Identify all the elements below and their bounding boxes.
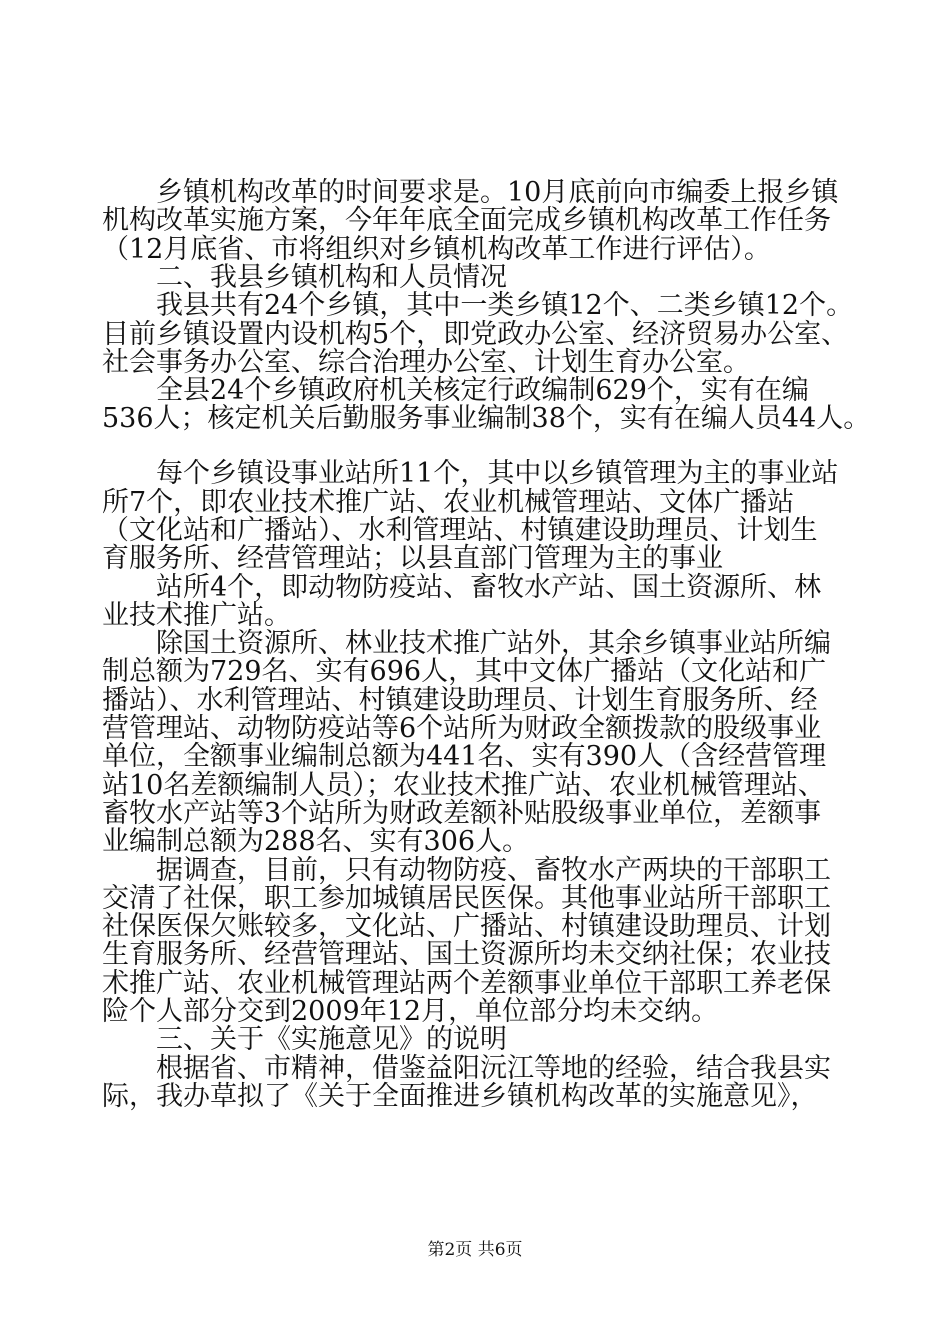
body-line: 制总额为729名、实有696人，其中文体广播站（文化站和广 — [102, 656, 827, 687]
body-line: 社会事务办公室、综合治理办公室、计划生育办公室。 — [102, 347, 750, 378]
body-line: 畜牧水产站等3个站所为财政差额补贴股级事业单位，差额事 — [102, 798, 822, 829]
body-line: 营管理站、动物防疫站等6个站所为财政全额拨款的股级事业 — [102, 713, 822, 744]
section-heading: 二、我县乡镇机构和人员情况 — [102, 262, 507, 293]
body-line: 际，我办草拟了《关于全面推进乡镇机构改革的实施意见》， — [102, 1081, 818, 1112]
body-line: 业技术推广站。 — [102, 600, 291, 631]
body-line: 育服务所、经营管理站；以县直部门管理为主的事业 — [102, 543, 723, 574]
body-line: （12月底省、市将组织对乡镇机构改革工作进行评估）。 — [102, 234, 771, 265]
body-line: 目前乡镇设置内设机构5个，即党政办公室、经济贸易办公室、 — [102, 319, 849, 350]
body-line: 每个乡镇设事业站所11个，其中以乡镇管理为主的事业站 — [102, 458, 839, 489]
body-line: 单位，全额事业编制总额为441名、实有390人（含经营管理 — [102, 741, 827, 772]
body-line: 生育服务所、经营管理站、国土资源所均未交纳社保；农业技 — [102, 939, 831, 970]
body-line: 536人；核定机关后勤服务事业编制38个，实有在编人员44人。 — [102, 403, 871, 434]
body-line: 社保医保欠账较多，文化站、广播站、村镇建设助理员、计划 — [102, 911, 831, 942]
body-line: 业编制总额为288名、实有306人。 — [102, 826, 530, 857]
body-line: 站10名差额编制人员）；农业技术推广站、农业机械管理站、 — [102, 770, 825, 801]
page-number: 第2页 共6页 — [427, 1240, 523, 1260]
body-line: 交清了社保，职工参加城镇居民医保。其他事业站所干部职工 — [102, 883, 831, 914]
body-line: 据调查，目前，只有动物防疫、畜牧水产两块的干部职工 — [102, 855, 831, 886]
body-line: 机构改革实施方案，今年年底全面完成乡镇机构改革工作任务 — [102, 205, 831, 236]
body-line: 除国土资源所、林业技术推广站外，其余乡镇事业站所编 — [102, 628, 831, 659]
body-line: 所7个，即农业技术推广站、农业机械管理站、文体广播站 — [102, 487, 795, 518]
body-line: 根据省、市精神，借鉴益阳沅江等地的经验，结合我县实 — [102, 1053, 831, 1084]
body-line: 全县24个乡镇政府机关核定行政编制629个，实有在编 — [102, 375, 809, 406]
body-line: 站所4个，即动物防疫站、畜牧水产站、国土资源所、林 — [102, 572, 822, 603]
body-line: 险个人部分交到2009年12月，单位部分均未交纳。 — [102, 996, 719, 1027]
body-line: 我县共有24个乡镇，其中一类乡镇12个、二类乡镇12个。 — [102, 290, 854, 321]
body-line: （文化站和广播站）、水利管理站、村镇建设助理员、计划生 — [102, 515, 818, 546]
body-line: 播站）、水利管理站、村镇建设助理员、计划生育服务所、经 — [102, 685, 818, 716]
body-line: 术推广站、农业机械管理站两个差额事业单位干部职工养老保 — [102, 968, 831, 999]
body-line: 乡镇机构改革的时间要求是。10月底前向市编委上报乡镇 — [102, 177, 839, 208]
section-heading: 三、关于《实施意见》的说明 — [102, 1024, 507, 1055]
